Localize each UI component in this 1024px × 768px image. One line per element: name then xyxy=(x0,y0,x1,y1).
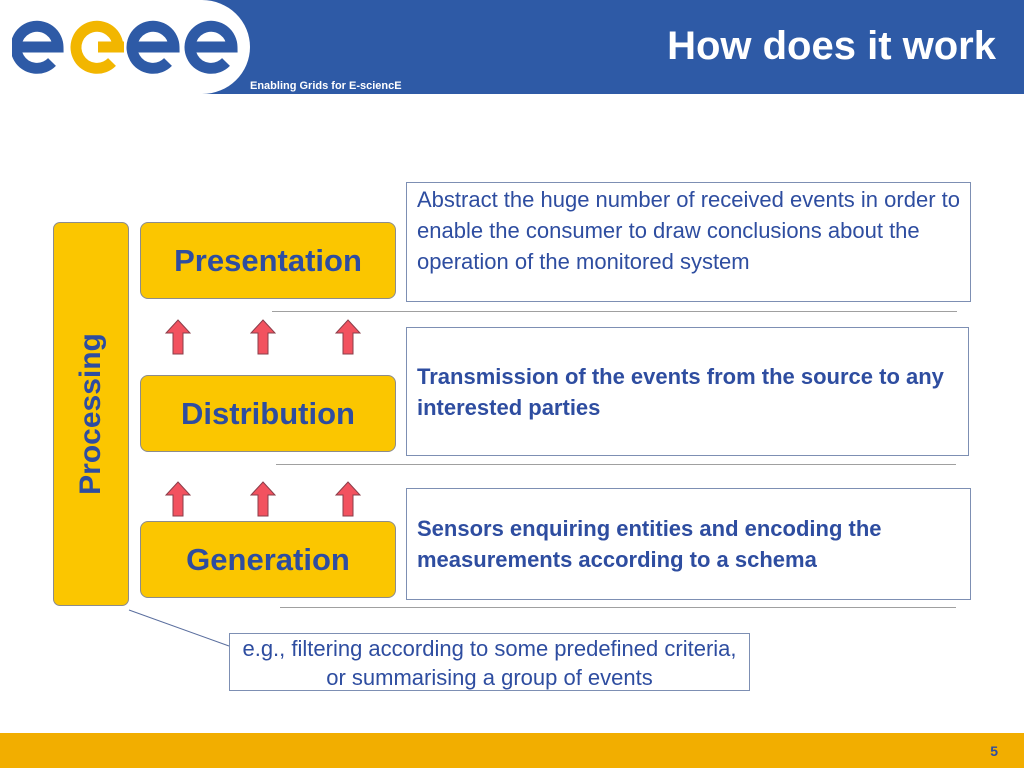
slide-header xyxy=(0,0,1024,94)
up-arrow-icon xyxy=(165,481,191,517)
separator-line xyxy=(272,311,957,312)
up-arrow-icon xyxy=(165,319,191,355)
callout-note: e.g., filtering according to some predefined criteria, or summarising a group of events xyxy=(229,633,750,691)
up-arrow-icon xyxy=(335,319,361,355)
page-number: 5 xyxy=(990,743,998,759)
up-arrow-icon xyxy=(250,481,276,517)
distribution-layer: Distribution xyxy=(140,375,396,452)
slide-title: How does it work xyxy=(667,24,996,68)
egee-logo xyxy=(12,16,240,78)
generation-description: Sensors enquiring entities and encoding the measurements according to a schema xyxy=(406,488,971,600)
processing-bar xyxy=(53,222,129,606)
distribution-description: Transmission of the events from the source to any interested parties xyxy=(406,327,969,456)
processing-label: Processing xyxy=(74,333,107,495)
up-arrow-icon xyxy=(250,319,276,355)
slide-footer xyxy=(0,733,1024,768)
presentation-description: Abstract the huge number of received events in order to enable the consumer to draw conclusions about the operation of the monitored system xyxy=(406,182,971,302)
tagline: Enabling Grids for E-sciencE xyxy=(250,80,402,92)
generation-layer: Generation xyxy=(140,521,396,598)
separator-line xyxy=(276,464,956,465)
separator-line xyxy=(280,607,956,608)
up-arrow-icon xyxy=(335,481,361,517)
presentation-layer: Presentation xyxy=(140,222,396,299)
logo-area xyxy=(0,0,250,94)
